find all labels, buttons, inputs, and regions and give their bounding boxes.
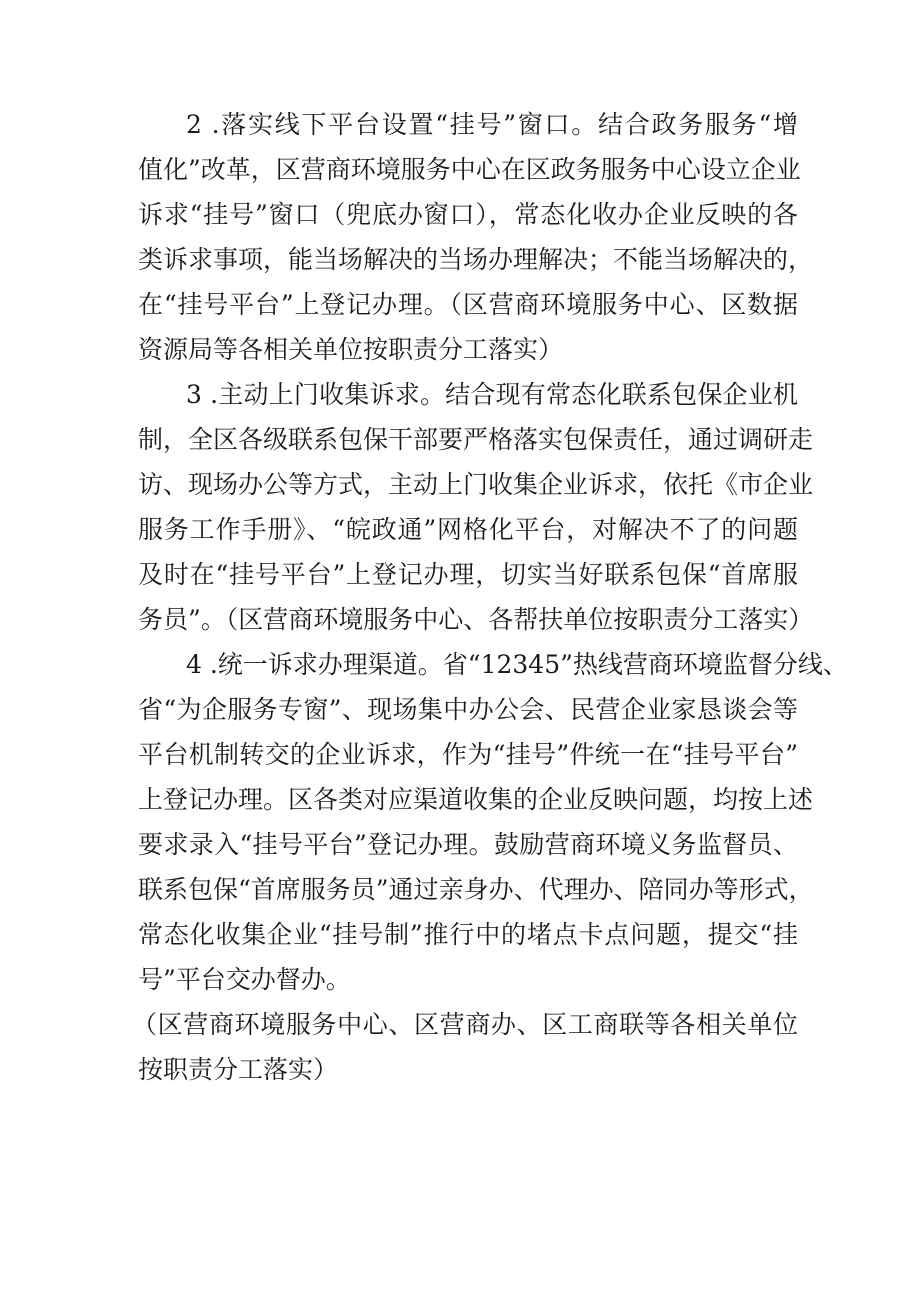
item-3-line-1: 3 .主动上门收集诉求。结合现有常态化联系包保企业机 — [186, 380, 798, 409]
item-4-line-5: 要求录入“挂号平台”登记办理。鼓励营商环境义务监督员、 — [138, 830, 798, 859]
item-4-line-8: 号”平台交办督办。 — [138, 965, 351, 994]
item-4-line-4: 上登记办理。区各类对应渠道收集的企业反映问题，均按上述 — [138, 785, 814, 814]
item-4-line-1: 4 .统一诉求办理渠道。省“12345”热线营商环境监督分线、 — [186, 650, 848, 679]
item-4-line-3: 平台机制转交的企业诉求，作为“挂号”件统一在“挂号平台” — [138, 740, 798, 769]
item-2-line-2: 值化”改革，区营商环境服务中心在区政务服务中心设立企业 — [138, 155, 801, 184]
responsibility-note-line-2: 按职责分工落实） — [138, 1055, 339, 1084]
item-3-line-5: 及时在“挂号平台”上登记办理，切实当好联系包保“首席服 — [138, 560, 798, 589]
item-2-line-1: 2 .落实线下平台设置“挂号”窗口。结合政务服务“增 — [186, 110, 798, 139]
item-4-line-7: 常态化收集企业“挂号制”推行中的堵点卡点问题，提交“挂 — [138, 920, 798, 949]
item-3-line-3: 访、现场办公等方式，主动上门收集企业诉求，依托《市企业 — [138, 470, 814, 499]
item-2-line-3: 诉求“挂号”窗口（兜底办窗口），常态化收办企业反映的各 — [138, 200, 798, 229]
item-4-line-6: 联系包保“首席服务员”通过亲身办、代理办、陪同办等形式， — [138, 875, 814, 904]
item-3-line-4: 服务工作手册》、“皖政通”网格化平台，对解决不了的问题 — [138, 515, 798, 544]
item-2-line-6: 资源局等各相关单位按职责分工落实） — [138, 335, 564, 364]
responsibility-note-line-1: （区营商环境服务中心、区营商办、区工商联等各相关单位 — [132, 1010, 798, 1039]
item-3-line-6: 务员”。（区营商环境服务中心、各帮扶单位按职责分工落实） — [138, 605, 814, 634]
item-4-line-2: 省“为企服务专窗”、现场集中办公会、民营企业家恳谈会等 — [138, 695, 798, 724]
item-3-line-2: 制，全区各级联系包保干部要严格落实包保责任，通过调研走 — [138, 425, 814, 454]
item-2-line-4: 类诉求事项，能当场解决的当场办理解决；不能当场解决的， — [138, 245, 814, 274]
item-2-line-5: 在“挂号平台”上登记办理。（区营商环境服务中心、区数据 — [138, 290, 798, 319]
